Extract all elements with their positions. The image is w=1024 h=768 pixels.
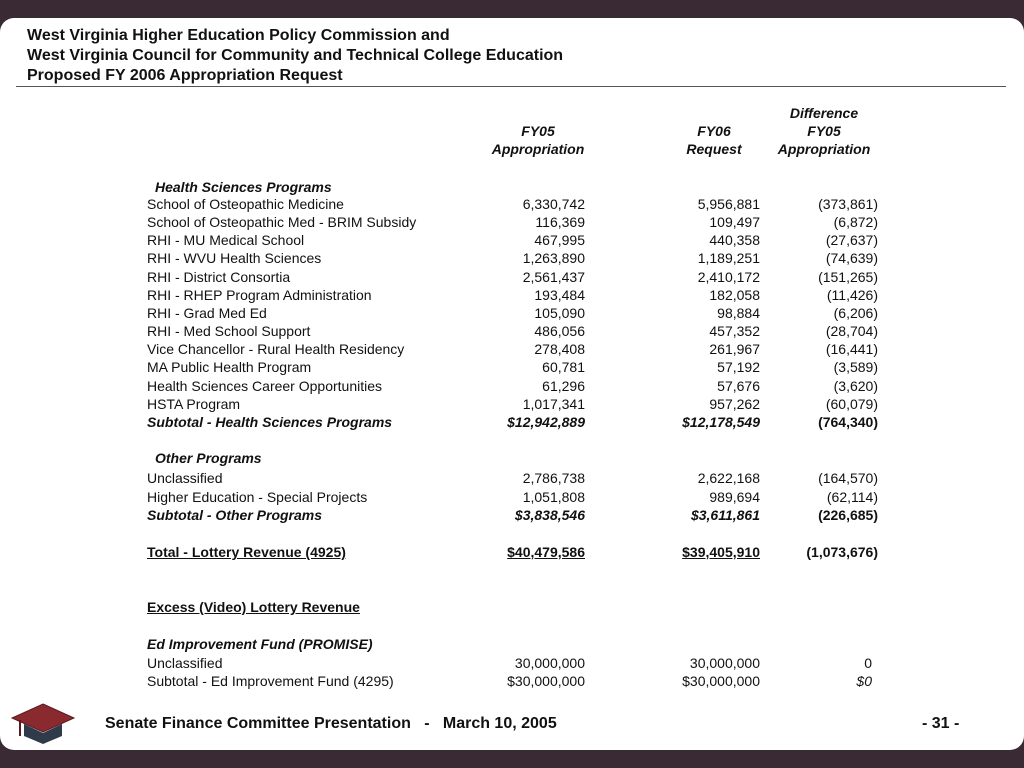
cell-c1: 1,263,890 bbox=[522, 250, 585, 266]
row-label: RHI - MU Medical School bbox=[147, 232, 305, 248]
cell-c3: (74,639) bbox=[825, 250, 878, 266]
row-label: Ed Improvement Fund (PROMISE) bbox=[147, 636, 373, 652]
cell-c2: 57,192 bbox=[717, 359, 760, 375]
cell-c3: (6,206) bbox=[833, 305, 878, 321]
header-fy06 bbox=[654, 122, 774, 158]
row-label: Health Sciences Career Opportunities bbox=[147, 378, 383, 394]
row-label: Unclassified bbox=[147, 655, 223, 671]
row-label: Subtotal - Health Sciences Programs bbox=[147, 414, 393, 430]
row-label: School of Osteopathic Medicine bbox=[147, 196, 344, 212]
row-label: Other Programs bbox=[155, 450, 262, 466]
section-row bbox=[0, 449, 1024, 467]
cell-c2: $30,000,000 bbox=[682, 673, 760, 689]
heading2-row bbox=[0, 635, 1024, 653]
table-row bbox=[0, 654, 1024, 672]
cell-c2: 1,189,251 bbox=[697, 250, 760, 266]
row-label: RHI - RHEP Program Administration bbox=[147, 287, 372, 303]
cell-c2: 989,694 bbox=[709, 489, 760, 505]
table-row bbox=[0, 195, 1024, 213]
cell-c2: 182,058 bbox=[709, 287, 760, 303]
cell-c1: 467,995 bbox=[534, 232, 585, 248]
footer-page-number: - 31 - bbox=[922, 715, 960, 732]
cell-c3: (16,441) bbox=[825, 341, 878, 357]
subtotal-row bbox=[0, 413, 1024, 431]
footer-presentation: Senate Finance Committee Presentation - March 10, 2005 bbox=[105, 715, 557, 732]
cell-c1: 278,408 bbox=[534, 341, 585, 357]
cell-c2: 98,884 bbox=[717, 305, 760, 321]
header-fy05 bbox=[478, 122, 598, 158]
cell-c3: (1,073,676) bbox=[806, 544, 878, 560]
cell-c2: 261,967 bbox=[709, 341, 760, 357]
cell-c3: (62,114) bbox=[826, 489, 878, 505]
cell-c3: (28,704) bbox=[825, 323, 878, 339]
row-label: RHI - Med School Support bbox=[147, 323, 311, 339]
table-row bbox=[0, 358, 1024, 376]
header-fy05-line2: Appropriation bbox=[491, 141, 585, 157]
header-fy05-line1: FY05 bbox=[521, 123, 555, 139]
header-diff-line1: Difference bbox=[789, 105, 859, 121]
cell-c1: 105,090 bbox=[534, 305, 585, 321]
cell-c1: 1,017,341 bbox=[522, 396, 585, 412]
table-row bbox=[0, 249, 1024, 267]
cell-c1: $30,000,000 bbox=[507, 673, 585, 689]
row-label: Health Sciences Programs bbox=[155, 179, 332, 195]
row-label: Unclassified bbox=[147, 470, 223, 486]
title-divider bbox=[16, 86, 1006, 87]
cell-c1: 30,000,000 bbox=[514, 655, 585, 671]
row-label: RHI - WVU Health Sciences bbox=[147, 250, 322, 266]
header-difference bbox=[764, 104, 884, 158]
cell-c1: $3,838,546 bbox=[514, 507, 585, 523]
cell-c2: 2,622,168 bbox=[697, 470, 760, 486]
row-label: Vice Chancellor - Rural Health Residency bbox=[147, 341, 405, 357]
cell-c3: (151,265) bbox=[818, 269, 878, 285]
header-fy06-line2: Request bbox=[686, 141, 742, 157]
cell-c3: 0 bbox=[864, 655, 872, 671]
table-row bbox=[0, 488, 1024, 506]
table-row bbox=[0, 304, 1024, 322]
title-line-3: Proposed FY 2006 Appropriation Request bbox=[27, 67, 343, 84]
table-row bbox=[0, 213, 1024, 231]
cell-c1: $12,942,889 bbox=[507, 414, 585, 430]
table-row bbox=[0, 377, 1024, 395]
row-label: Excess (Video) Lottery Revenue bbox=[147, 599, 360, 615]
graduation-cap-icon bbox=[8, 700, 78, 751]
row-label: School of Osteopathic Med - BRIM Subsidy bbox=[147, 214, 417, 230]
cell-c2: 30,000,000 bbox=[689, 655, 760, 671]
row-label: RHI - District Consortia bbox=[147, 269, 291, 285]
table-row bbox=[0, 469, 1024, 487]
cell-c1: 6,330,742 bbox=[522, 196, 585, 212]
cell-c3: (373,861) bbox=[818, 196, 878, 212]
cell-c2: $39,405,910 bbox=[682, 544, 760, 560]
total-row bbox=[0, 543, 1024, 561]
row-label: Subtotal - Ed Improvement Fund (4295) bbox=[147, 673, 394, 689]
cell-c3: (27,637) bbox=[825, 232, 878, 248]
slide-title bbox=[27, 26, 563, 86]
title-line-1: West Virginia Higher Education Policy Commission and bbox=[27, 27, 450, 44]
cell-c3: (6,872) bbox=[833, 214, 878, 230]
cell-c3: (60,079) bbox=[825, 396, 878, 412]
heading-row bbox=[0, 598, 1024, 616]
table-row bbox=[0, 340, 1024, 358]
subtotal-row bbox=[0, 506, 1024, 524]
cell-c1: 2,786,738 bbox=[522, 470, 585, 486]
table-row bbox=[0, 322, 1024, 340]
cell-c2: $3,611,861 bbox=[690, 507, 760, 523]
cell-c2: 5,956,881 bbox=[697, 196, 760, 212]
table-row bbox=[0, 231, 1024, 249]
cell-c1: 60,781 bbox=[542, 359, 585, 375]
cell-c3: (226,685) bbox=[818, 507, 878, 523]
cell-c3: (3,589) bbox=[833, 359, 878, 375]
cell-c1: 193,484 bbox=[534, 287, 585, 303]
row-label: Subtotal - Other Programs bbox=[147, 507, 323, 523]
title-line-2: West Virginia Council for Community and Technical College Education bbox=[27, 47, 564, 64]
cell-c2: 109,497 bbox=[709, 214, 760, 230]
cell-c2: $12,178,549 bbox=[682, 414, 760, 430]
header-fy06-line1: FY06 bbox=[697, 123, 731, 139]
row-label: Total - Lottery Revenue (4925) bbox=[147, 544, 346, 560]
cell-c1: 486,056 bbox=[534, 323, 585, 339]
table-row bbox=[0, 286, 1024, 304]
row-label: HSTA Program bbox=[147, 396, 241, 412]
row-label: Higher Education - Special Projects bbox=[147, 489, 368, 505]
header-diff-line3: Appropriation bbox=[777, 141, 871, 157]
cell-c2: 2,410,172 bbox=[697, 269, 760, 285]
row-label: RHI - Grad Med Ed bbox=[147, 305, 267, 321]
cell-c3: (764,340) bbox=[818, 414, 878, 430]
cell-c2: 457,352 bbox=[709, 323, 760, 339]
cell-c3: (11,426) bbox=[826, 287, 878, 303]
section-row bbox=[0, 178, 1024, 196]
cell-c2: 57,676 bbox=[717, 378, 760, 394]
table-row bbox=[0, 395, 1024, 413]
cell-c3: (3,620) bbox=[833, 378, 878, 394]
cell-c1: 116,369 bbox=[535, 214, 585, 230]
promise-sub-row bbox=[0, 672, 1024, 690]
cell-c1: 1,051,808 bbox=[522, 489, 585, 505]
cell-c3: (164,570) bbox=[818, 470, 878, 486]
table-row bbox=[0, 268, 1024, 286]
row-label: MA Public Health Program bbox=[147, 359, 312, 375]
cell-c1: $40,479,586 bbox=[507, 544, 585, 560]
cell-c2: 440,358 bbox=[709, 232, 760, 248]
header-diff-line2: FY05 bbox=[807, 123, 841, 139]
cell-c2: 957,262 bbox=[709, 396, 760, 412]
cell-c1: 2,561,437 bbox=[522, 269, 585, 285]
cell-c3: $0 bbox=[856, 673, 872, 689]
cell-c1: 61,296 bbox=[542, 378, 585, 394]
